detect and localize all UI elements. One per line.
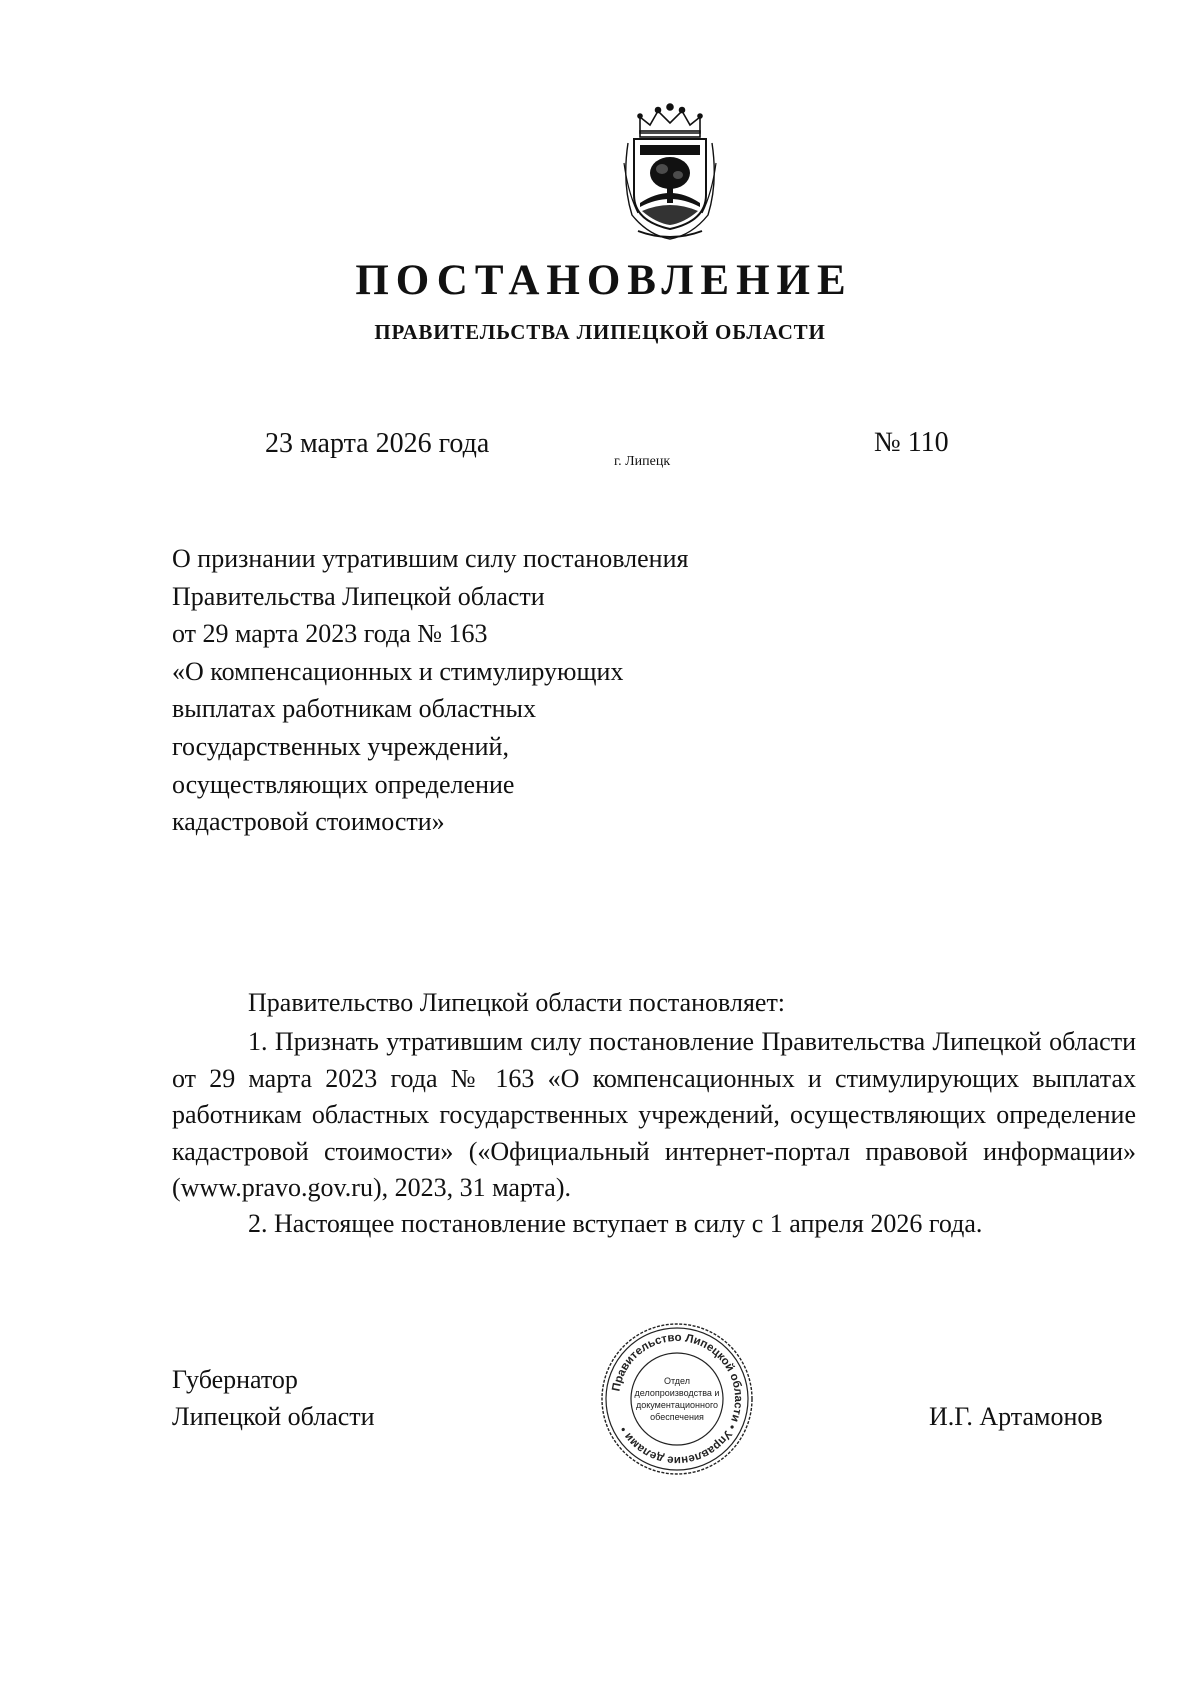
document-subtitle: ПРАВИТЕЛЬСТВА ЛИПЕЦКОЙ ОБЛАСТИ — [374, 320, 826, 344]
official-stamp — [600, 1322, 754, 1476]
document-date: 23 марта 2026 года — [265, 428, 490, 459]
body-preamble: Правительство Липецкой области постановляет: — [248, 988, 786, 1017]
subject-line: «О компенсационных и стимулирующих — [172, 656, 624, 686]
stamp-inner-line: делопроизводства и — [634, 1388, 720, 1398]
subject-line: осуществляющих определение — [172, 769, 515, 799]
body-paragraph-1: 1. Признать утратившим силу постановление Правительства Липецкой области от 29 марта 2023 года № 163 «О компенсационных и стимулирующих выплатах работникам областных государственных учреждений, осуществляющих определение кадастровой стоимости» («Официальный интернет-портал правовой информации» (www.pravo.gov.ru), 2023, 31 марта). — [172, 1027, 1136, 1203]
document-place: г. Липецк — [614, 454, 671, 469]
document-number: № 110 — [874, 427, 949, 458]
signer-name: И.Г. Артамонов — [929, 1402, 1103, 1431]
subject-line: Правительства Липецкой области — [172, 581, 545, 611]
signer-position-line: Липецкой области — [172, 1402, 375, 1431]
coat-of-arms-icon — [618, 103, 722, 243]
document-title: ПОСТАНОВЛЕНИЕ — [355, 257, 853, 304]
document-subject — [172, 540, 792, 841]
svg-text:Правительство Липецкой области: Правительство Липецкой области • Управление делами • — [610, 1331, 745, 1467]
body-paragraph-2: 2. Настоящее постановление вступает в силу с 1 апреля 2026 года. — [248, 1209, 983, 1238]
subject-line: кадастровой стоимости» — [172, 807, 445, 837]
stamp-inner-line: обеспечения — [650, 1412, 704, 1422]
subject-line: выплатах работникам областных — [172, 694, 536, 724]
stamp-inner-line: Отдел — [663, 1376, 691, 1386]
subject-line: О признании утратившим силу постановления — [172, 544, 689, 573]
subject-line: от 29 марта 2023 года № 163 — [172, 619, 488, 649]
subject-line: государственных учреждений, — [172, 731, 509, 761]
signer-position-line: Губернатор — [172, 1365, 298, 1394]
signer-position — [172, 1361, 375, 1435]
stamp-inner-line: документационного — [635, 1400, 719, 1410]
